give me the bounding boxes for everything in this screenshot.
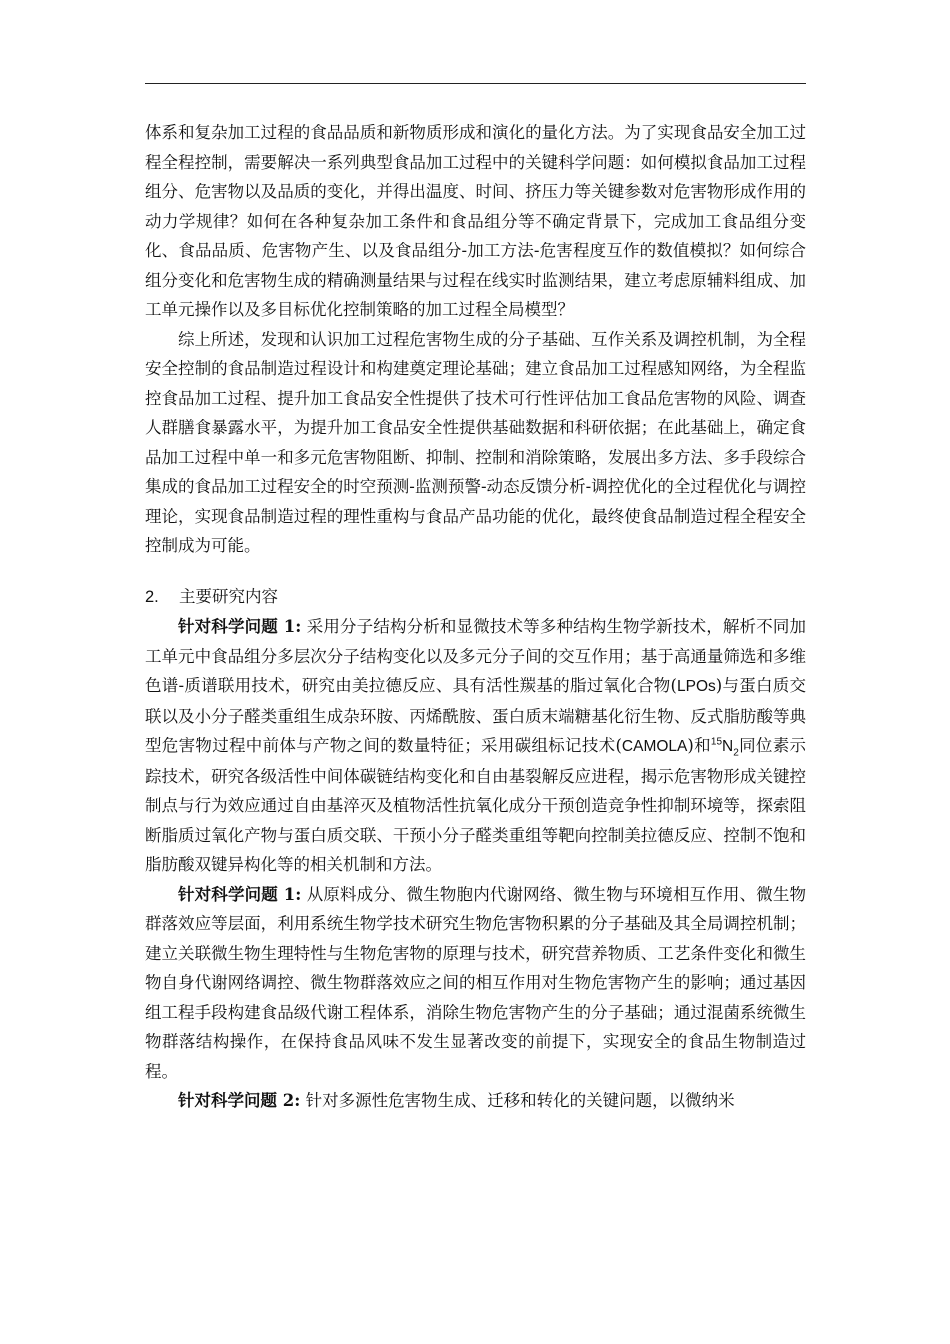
summary-paragraph: 综上所述，发现和认识加工过程危害物生成的分子基础、互作关系及调控机制，为全程安全控制的食品制造过程设计和构建奠定理论基础；建立食品加工过程感知网络，为全程监控食品加工过程、提升加工食品安全性提供了技术可行性评估加工食品危害物的风险、调查人群膳食暴露水平，为提升加工食品安全性提供基础数据和科研依据；在此基础上，确定食品加工过程中单一和多元危害物阻断、抑制、控制和消除策略，发展出多方法、多手段综合集成的食品加工过程安全的时空预测-监测预警-动态反馈分析-调控优化的全过程优化与调控理论，实现食品制造过程的理性重构与食品产品功能的优化，最终使食品制造过程全程安全控制成为可能。 <box>145 329 806 555</box>
question-label: 针对科学问题 1: <box>178 884 302 904</box>
document-body <box>145 118 806 1116</box>
abbreviation-camola: CAMOLA <box>621 738 688 755</box>
paragraph-text: 针对多源性危害物生成、迁移和转化的关键问题，以微纳米 <box>300 1091 735 1110</box>
abbreviation-lpos: LPOs <box>676 678 716 695</box>
section-number: 2. <box>145 587 159 606</box>
research-paragraph-q1a <box>145 612 806 880</box>
paragraph-text: 从原料成分、微生物胞内代谢网络、微生物与环境相互作用、微生物群落效应等层面，利用系统生物学技术研究生物危害物积累的分子基础及其全局调控机制；建立关联微生物生理特性与生物危害物的原理与技术，研究营养物质、工艺条件变化和微生物自身代谢网络调控、微生物群落效应之间的相互作用对生物危害物产生的影响；通过基因组工程手段构建食品级代谢工程体系，消除生物危害物产生的分子基础；通过混菌系统微生物群落结构操作，在保持食品风味不发生显著改变的前提下，实现安全的食品生物制造过程。 <box>145 884 806 1081</box>
paragraph-text: )和 <box>687 736 711 755</box>
section-title: 主要研究内容 <box>179 587 278 606</box>
isotope-mass: 15 <box>710 736 723 748</box>
section-spacer <box>145 561 806 583</box>
research-paragraph-q2 <box>145 1086 806 1116</box>
isotope-symbol: N <box>722 738 734 755</box>
paragraph-text: 采用分子结构分析和显微技术等多种结构生物学新技术，解析不同加工单元中食品组分多层次分子结构变化以及多元分子间的交互作用；基于高通量筛选和多维色谱-质谱联用技术，研究由美拉德反应、具有活性羰基的脂过氧化合物( <box>145 617 806 695</box>
section-heading <box>145 583 806 613</box>
paragraph-text: )与蛋白质交联以及小分子醛类重组生成杂环胺、丙烯酰胺、蛋白质末端糖基化衍生物、反式脂肪酸等典型危害物过程中前体与产物之间的数量特征；采用碳组标记技术( <box>145 676 807 755</box>
research-paragraph-q1b <box>145 880 806 1087</box>
question-label: 针对科学问题 2: <box>178 1091 301 1110</box>
continuation-paragraph: 体系和复杂加工过程的食品品质和新物质形成和演化的量化方法。为了实现食品安全加工过程全程控制，需要解决一系列典型食品加工过程中的关键科学问题：如何模拟食品加工过程组分、危害物以及品质的变化，并得出温度、时间、挤压力等关键参数对危害物形成作用的动力学规律？如何在各种复杂加工条件和食品组分等不确定背景下，完成加工食品组分变化、食品品质、危害物产生、以及食品组分-加工方法-危害程度互作的数值模拟？如何综合组分变化和危害物生成的精确测量结果与过程在线实时监测结果，建立考虑原辅料组成、加工单元操作以及多目标优化控制策略的加工过程全局模型？ <box>145 123 806 319</box>
question-label: 针对科学问题 1: <box>178 617 302 636</box>
header-rule <box>145 83 806 84</box>
paragraph-text: 同位素示踪技术，研究各级活性中间体碳链结构变化和自由基裂解反应进程，揭示危害物形成关键控制点与行为效应通过自由基淬灭及植物活性抗氧化成分干预创造竞争性抑制环境等，探索阻断脂质过氧化产物与蛋白质交联、干预小分子醛类重组等靶向控制美拉德反应、控制不饱和脂肪酸双键异构化等的相关机制和方法。 <box>145 736 807 874</box>
isotope-count: 2 <box>733 747 739 759</box>
